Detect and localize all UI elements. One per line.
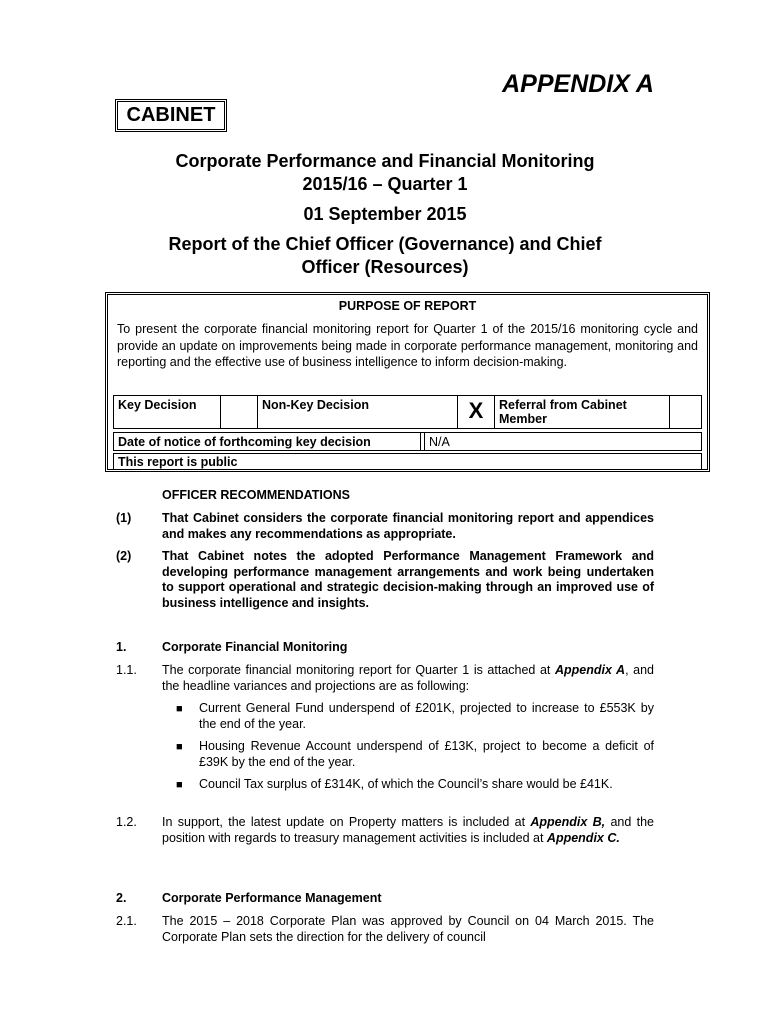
appendix-label: APPENDIX A — [502, 70, 654, 98]
paragraph-1-1-text — [162, 663, 654, 694]
key-decision-label: Key Decision — [114, 396, 221, 428]
section-2-number: 2. — [116, 891, 127, 905]
section-1-heading: Corporate Financial Monitoring — [162, 640, 348, 654]
public-label: This report is public — [118, 455, 238, 469]
notice-value: N/A — [424, 433, 701, 450]
bullet-2-text: Housing Revenue Account underspend of £13K, project to become a deficit of £39K by the end of the year. — [199, 739, 654, 769]
bullet-square-icon: ■ — [176, 779, 183, 791]
notice-label: Date of notice of forthcoming key decision — [114, 433, 421, 450]
referral-checkbox — [670, 396, 701, 428]
decision-row — [113, 395, 702, 429]
non-key-decision-checkbox: X — [458, 396, 495, 428]
bullet-square-icon: ■ — [176, 741, 183, 753]
paragraph-1-1-part-a: The corporate financial monitoring report for Quarter 1 is attached at — [162, 663, 555, 677]
bullet-1-text: Current General Fund underspend of £201K, projected to increase to £553K by the end of the year. — [199, 701, 654, 731]
report-date: 01 September 2015 — [303, 204, 467, 224]
section-2-heading: Corporate Performance Management — [162, 891, 382, 905]
report-author-line1: Report of the Chief Officer (Governance) and Chief — [168, 234, 602, 254]
recommendation-1-number: (1) — [116, 511, 132, 525]
paragraph-1-2-number: 1.2. — [116, 815, 137, 829]
notice-row — [113, 432, 702, 451]
paragraph-2-1-text: The 2015 – 2018 Corporate Plan was approved by Council on 04 March 2015. The Corporate Plan sets the direction for the delivery of council — [162, 914, 654, 944]
paragraph-1-2-part-c: and the position with regards to treasury management activities is included at — [162, 815, 654, 845]
appendix-c-reference: Appendix C. — [546, 830, 620, 845]
report-author-line2: Officer (Resources) — [301, 257, 469, 277]
recommendations-heading: OFFICER RECOMMENDATIONS — [162, 488, 350, 502]
section-1-number: 1. — [116, 640, 127, 654]
appendix-b-reference: Appendix B, — [530, 815, 606, 829]
non-key-decision-label: Non-Key Decision — [258, 396, 458, 428]
key-decision-checkbox — [221, 396, 258, 428]
report-title-line2: 2015/16 – Quarter 1 — [302, 174, 468, 194]
recommendation-2-number: (2) — [116, 549, 132, 563]
bullet-3-text: Council Tax surplus of £314K, of which the Council’s share would be £41K. — [199, 777, 613, 791]
purpose-of-report-box — [105, 292, 710, 472]
paragraph-2-1-number: 2.1. — [116, 914, 137, 928]
report-title-line1: Corporate Performance and Financial Monitoring — [175, 151, 595, 171]
purpose-heading: PURPOSE OF REPORT — [338, 299, 477, 313]
paragraph-1-1-part-c: , and the headline variances and projections are as following: — [162, 663, 654, 693]
recommendation-2-text: That Cabinet notes the adopted Performance Management Framework and developing performance management arrangements and work being undertaken to support operational and strategic decision-making through an improved use of business intelligence and insights. — [162, 549, 654, 610]
referral-label: Referral from Cabinet Member — [495, 396, 670, 428]
paragraph-1-1-number: 1.1. — [116, 663, 137, 677]
purpose-text: To present the corporate financial monitoring report for Quarter 1 of the 2015/16 monitoring cycle and provide an update on improvements being made in corporate performance management, monitoring and reporting and the effective use of business intelligence to inform decision-making. — [117, 322, 698, 369]
cabinet-label: CABINET — [115, 99, 227, 132]
appendix-a-reference: Appendix A — [554, 663, 626, 677]
paragraph-1-2-text — [162, 815, 654, 846]
recommendation-1-text: That Cabinet considers the corporate financial monitoring report and appendices and makes any recommendations as appropriate. — [162, 511, 654, 541]
paragraph-1-2-part-a: In support, the latest update on Property matters is included at — [162, 815, 531, 829]
bullet-square-icon: ■ — [176, 703, 183, 715]
public-row — [113, 453, 702, 470]
